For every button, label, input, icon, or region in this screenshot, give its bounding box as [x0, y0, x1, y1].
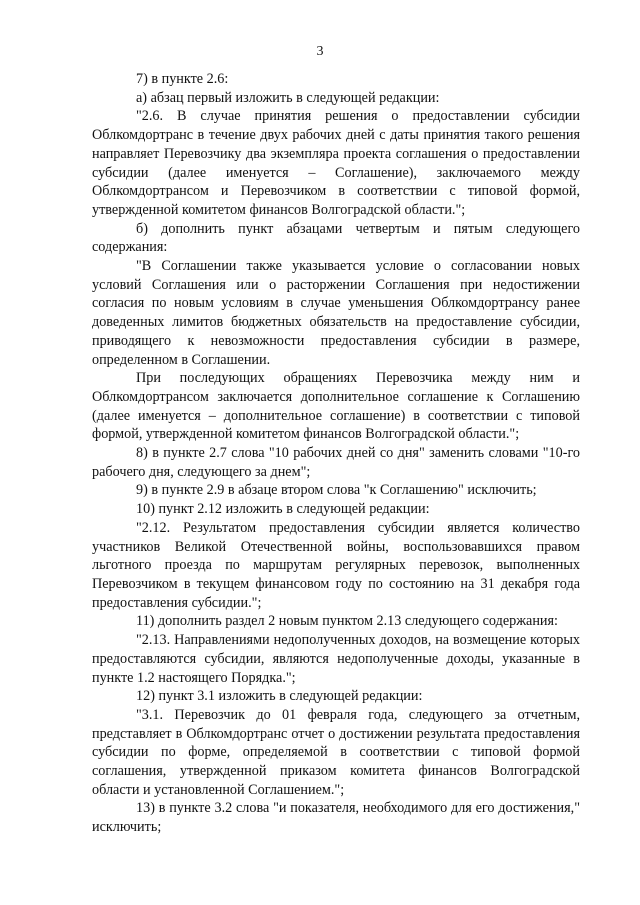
page-number: 3 [316, 44, 324, 59]
paragraph-item-12: 12) пункт 3.1 изложить в следующей редакции: [136, 688, 423, 705]
paragraph-subitem-a: а) абзац первый изложить в следующей редакции: [136, 89, 440, 106]
paragraph-item-8: 8) в пункте 2.7 слова "10 рабочих дней со дня" заменить словами "10-го рабочего дня, следующего за днем"; [92, 445, 580, 480]
paragraph-item-9: 9) в пункте 2.9 в абзаце втором слова "к Соглашению" исключить; [136, 482, 537, 499]
paragraph-quote-agreement-conditions: "В Соглашении также указывается условие о согласовании новых условий Соглашения или о расторжении Соглашения при недостижении согласия по новым условиям в случае уменьшения Облкомдортрансу ранее доведенных лимитов бюджетных обязательств на предоставление субсидии, приводящего к невозможности предоставления субсидии в размере, определенном в Соглашении. [92, 258, 580, 368]
paragraph-quote-2-12: "2.12. Результатом предоставления субсидии является количество участников Великой Отечественной войны, воспользовавшихся правом льготного проезда по маршрутам регулярных перевозок, выполненных Перевозчиком в текущем финансовом году по состоянию на 31 декабря года предоставления субсидии."; [92, 519, 580, 611]
paragraph-item-11: 11) дополнить раздел 2 новым пунктом 2.13 следующего содержания: [136, 613, 558, 630]
paragraph-quote-2-13: "2.13. Направлениями недополученных доходов, на возмещение которых предоставляются субсидии, являются недополученные доходы, указанные в пункте 1.2 настоящего Порядка."; [92, 632, 580, 686]
paragraph-item-13: 13) в пункте 3.2 слова "и показателя, необходимого для его достижения," исключить; [92, 800, 580, 836]
paragraph-quote-3-1: "3.1. Перевозчик до 01 февраля года, следующего за отчетным, представляет в Облкомдортранс отчет о достижении результата предоставления субсидии по форме, определяемой в соответствии с типовой формой соглашения, утвержденной приказом комитета финансов Волгоградской области и установленной Соглашением."; [92, 706, 580, 798]
paragraph-subitem-b: б) дополнить пункт абзацами четвертым и пятым следующего содержания: [92, 220, 580, 256]
document-body [92, 70, 580, 837]
paragraph-quote-additional-agreement: При последующих обращениях Перевозчика между ним и Облкомдортрансом заключается дополнительное соглашение к Соглашению (далее именуется – дополнительное соглашение) в соответствии с типовой формой, утвержденной комитетом финансов Волгоградской области."; [92, 370, 580, 443]
paragraph-item-10: 10) пункт 2.12 изложить в следующей редакции: [136, 501, 430, 518]
paragraph-item-7: 7) в пункте 2.6: [136, 71, 229, 87]
paragraph-quote-2-6: "2.6. В случае принятия решения о предоставлении субсидии Облкомдортранс в течение двух рабочих дней с даты принятия такого решения направляет Перевозчику два экземпляра проекта соглашения о предоставлении субсидии (далее именуется – Соглашение), заключаемого между Облкомдортрансом и Перевозчиком в соответствии с типовой формой, утвержденной комитетом финансов Волгоградской области."; [92, 108, 580, 218]
